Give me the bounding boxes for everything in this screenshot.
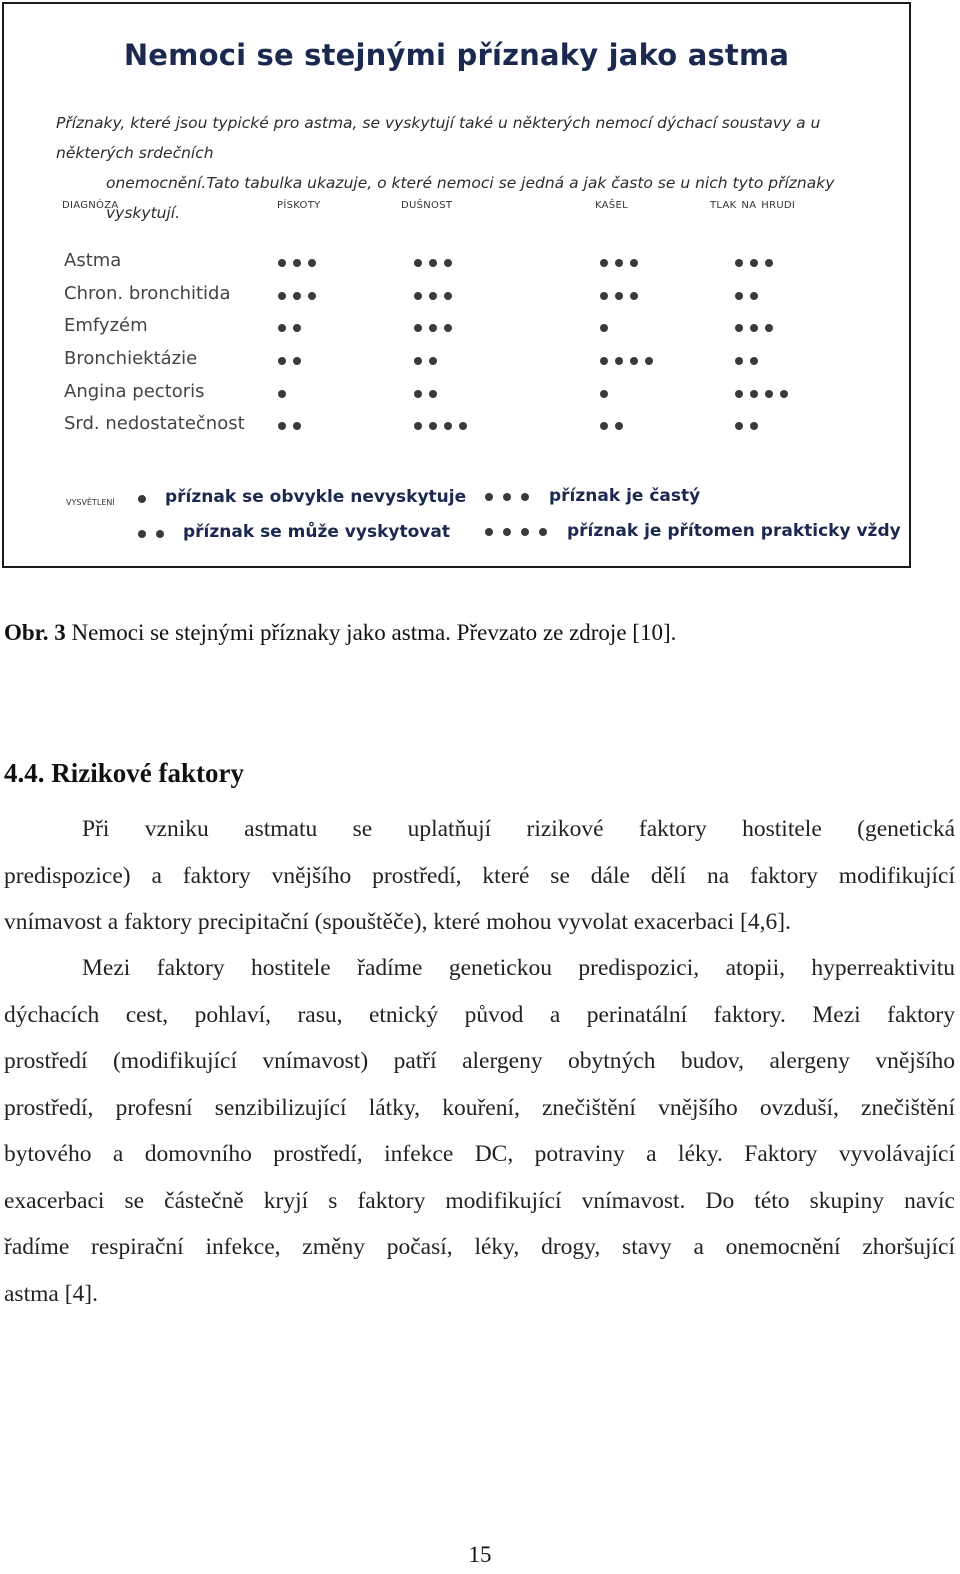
paragraph-2 [4,945,955,1317]
legend-text-4: příznak je přítomen prakticky vždy [567,521,901,541]
frequency-dots [278,357,301,365]
legend-dots-1 [138,495,146,503]
paragraph-line: prostředí (modifikující vnímavost) patří alergeny obytných budov, alergeny vnějšího [4,1048,955,1074]
figure-title: Nemoci se stejnými příznaky jako astma [123,38,790,72]
row-label: Emfyzém [64,315,148,336]
frequency-dot [750,324,758,332]
frequency-dots [414,292,452,300]
legend-dot [503,528,511,536]
frequency-dot [278,259,286,267]
frequency-dots [735,422,758,430]
frequency-dot [600,292,608,300]
frequency-dot [444,259,452,267]
frequency-dot [429,357,437,365]
frequency-dot [735,259,743,267]
paragraph-line: predispozice) a faktory vnějšího prostředí, které se dále dělí na faktory modifikující [4,862,955,889]
frequency-dots [414,357,437,365]
frequency-dot [600,390,608,398]
frequency-dot [278,390,286,398]
frequency-dot [293,292,301,300]
frequency-dots [735,390,788,398]
legend-dots-3 [485,493,529,501]
frequency-dot [630,292,638,300]
frequency-dots [600,390,608,398]
frequency-dot [459,422,467,430]
frequency-dot [414,357,422,365]
frequency-dots [278,422,301,430]
frequency-dots [600,357,653,365]
frequency-dot [429,390,437,398]
paragraph-line: prostředí, profesní senzibilizující látky, kouření, znečištění vnějšího ovzduší, znečištění [4,1094,955,1121]
row-label: Bronchiektázie [64,348,198,369]
frequency-dot [615,292,623,300]
figure-caption [4,620,676,646]
legend-dot [503,493,511,501]
frequency-dot [750,422,758,430]
frequency-dot [630,357,638,365]
frequency-dot [600,357,608,365]
frequency-dot [735,390,743,398]
legend-text-3: příznak je častý [549,486,701,506]
column-header-cough: kašel [595,196,628,212]
frequency-dot [278,357,286,365]
frequency-dots [278,390,286,398]
frequency-dot [293,259,301,267]
column-header-chest-pressure: tlak na hrudi [710,196,796,212]
legend-dot [138,530,146,538]
frequency-dot [444,292,452,300]
column-header-diagnosis: diagnóza [62,196,119,212]
frequency-dots [600,259,638,267]
row-label: Chron. bronchitida [64,283,231,304]
frequency-dot [308,292,316,300]
frequency-dot [735,357,743,365]
frequency-dot [293,324,301,332]
frequency-dot [293,422,301,430]
frequency-dots [600,292,638,300]
frequency-dots [735,292,758,300]
column-header-dyspnea: dušnost [401,196,453,212]
frequency-dots [735,357,758,365]
paragraph-line: astma [4]. [4,1280,98,1307]
row-label: Astma [64,250,122,271]
frequency-dot [429,324,437,332]
legend-dots-2 [138,530,164,538]
paragraph-line: Mezi faktory hostitele řadíme genetickou predispozici, atopii, hyperreaktivitu [82,955,955,981]
frequency-dot [750,390,758,398]
frequency-dot [414,292,422,300]
row-label: Srd. nedostatečnost [64,413,245,434]
frequency-dots [600,324,608,332]
legend-text-1: příznak se obvykle nevyskytuje [165,487,467,507]
frequency-dots [414,390,437,398]
frequency-dot [735,292,743,300]
frequency-dot [278,292,286,300]
figure-intro-line-2: onemocnění.Tato tabulka ukazuje, o které nemoci se jedná a jak často se u nich tyto příznaky vyskytují. [106,174,835,222]
frequency-dot [600,259,608,267]
frequency-dot [293,357,301,365]
frequency-dot [615,259,623,267]
frequency-dot [444,422,452,430]
legend-dot [156,530,164,538]
figure-caption-label: Obr. 3 [4,620,66,645]
page-number: 15 [468,1542,492,1567]
frequency-dot [765,324,773,332]
legend-dot [485,493,493,501]
frequency-dots [414,259,452,267]
frequency-dot [645,357,653,365]
frequency-dot [750,357,758,365]
legend-label: vysvětlení [66,495,115,508]
figure-intro-line-1: Příznaky, které jsou typické pro astma, se vyskytují také u některých nemocí dýchací soustavy a u některých srdečních [56,114,821,162]
legend-dots-4 [485,528,547,536]
frequency-dot [765,390,773,398]
frequency-dot [615,422,623,430]
legend-dot [521,493,529,501]
row-label: Angina pectoris [64,381,205,402]
frequency-dots [735,324,773,332]
frequency-dots [278,292,316,300]
frequency-dot [414,259,422,267]
frequency-dot [600,422,608,430]
frequency-dot [429,422,437,430]
paragraph-1 [4,806,955,946]
legend-text-2: příznak se může vyskytovat [183,522,450,542]
frequency-dot [414,390,422,398]
frequency-dot [278,324,286,332]
paragraph-line: vnímavost a faktory precipitační (spouštěče), které mohou vyvolat exacerbaci [4,6]. [4,909,791,935]
paragraph-line: Při vzniku astmatu se uplatňují rizikové faktory hostitele (genetická [82,816,955,842]
frequency-dots [278,324,301,332]
frequency-dot [735,324,743,332]
frequency-dot [444,324,452,332]
symptom-table-figure [2,2,911,568]
frequency-dots [414,324,452,332]
frequency-dot [735,422,743,430]
frequency-dots [735,259,773,267]
legend-dot [521,528,529,536]
frequency-dot [414,324,422,332]
frequency-dot [615,357,623,365]
frequency-dot [750,292,758,300]
frequency-dot [630,259,638,267]
frequency-dot [780,390,788,398]
frequency-dot [278,422,286,430]
legend-dot [539,528,547,536]
legend-dot [138,495,146,503]
legend-dot [485,528,493,536]
frequency-dot [750,259,758,267]
paragraph-line: exacerbaci se částečně kryjí s faktory modifikující vnímavost. Do této skupiny navíc [4,1187,955,1214]
frequency-dot [600,324,608,332]
frequency-dots [414,422,467,430]
frequency-dot [765,259,773,267]
section-heading: 4.4. Rizikové faktory [4,758,244,788]
frequency-dot [429,259,437,267]
figure-caption-text: Nemoci se stejnými příznaky jako astma. Převzato ze zdroje [10]. [65,620,677,645]
frequency-dot [308,259,316,267]
frequency-dots [278,259,316,267]
paragraph-line: bytového a domovního prostředí, infekce DC, potraviny a léky. Faktory vyvolávající [4,1141,955,1167]
paragraph-line: dýchacích cest, pohlaví, rasu, etnický původ a perinatální faktory. Mezi faktory [4,1001,955,1028]
frequency-dot [429,292,437,300]
paragraph-line: řadíme respirační infekce, změny počasí, léky, drogy, stavy a onemocnění zhoršující [4,1234,955,1260]
column-header-wheezing: pískoty [277,196,321,212]
frequency-dots [600,422,623,430]
frequency-dot [414,422,422,430]
